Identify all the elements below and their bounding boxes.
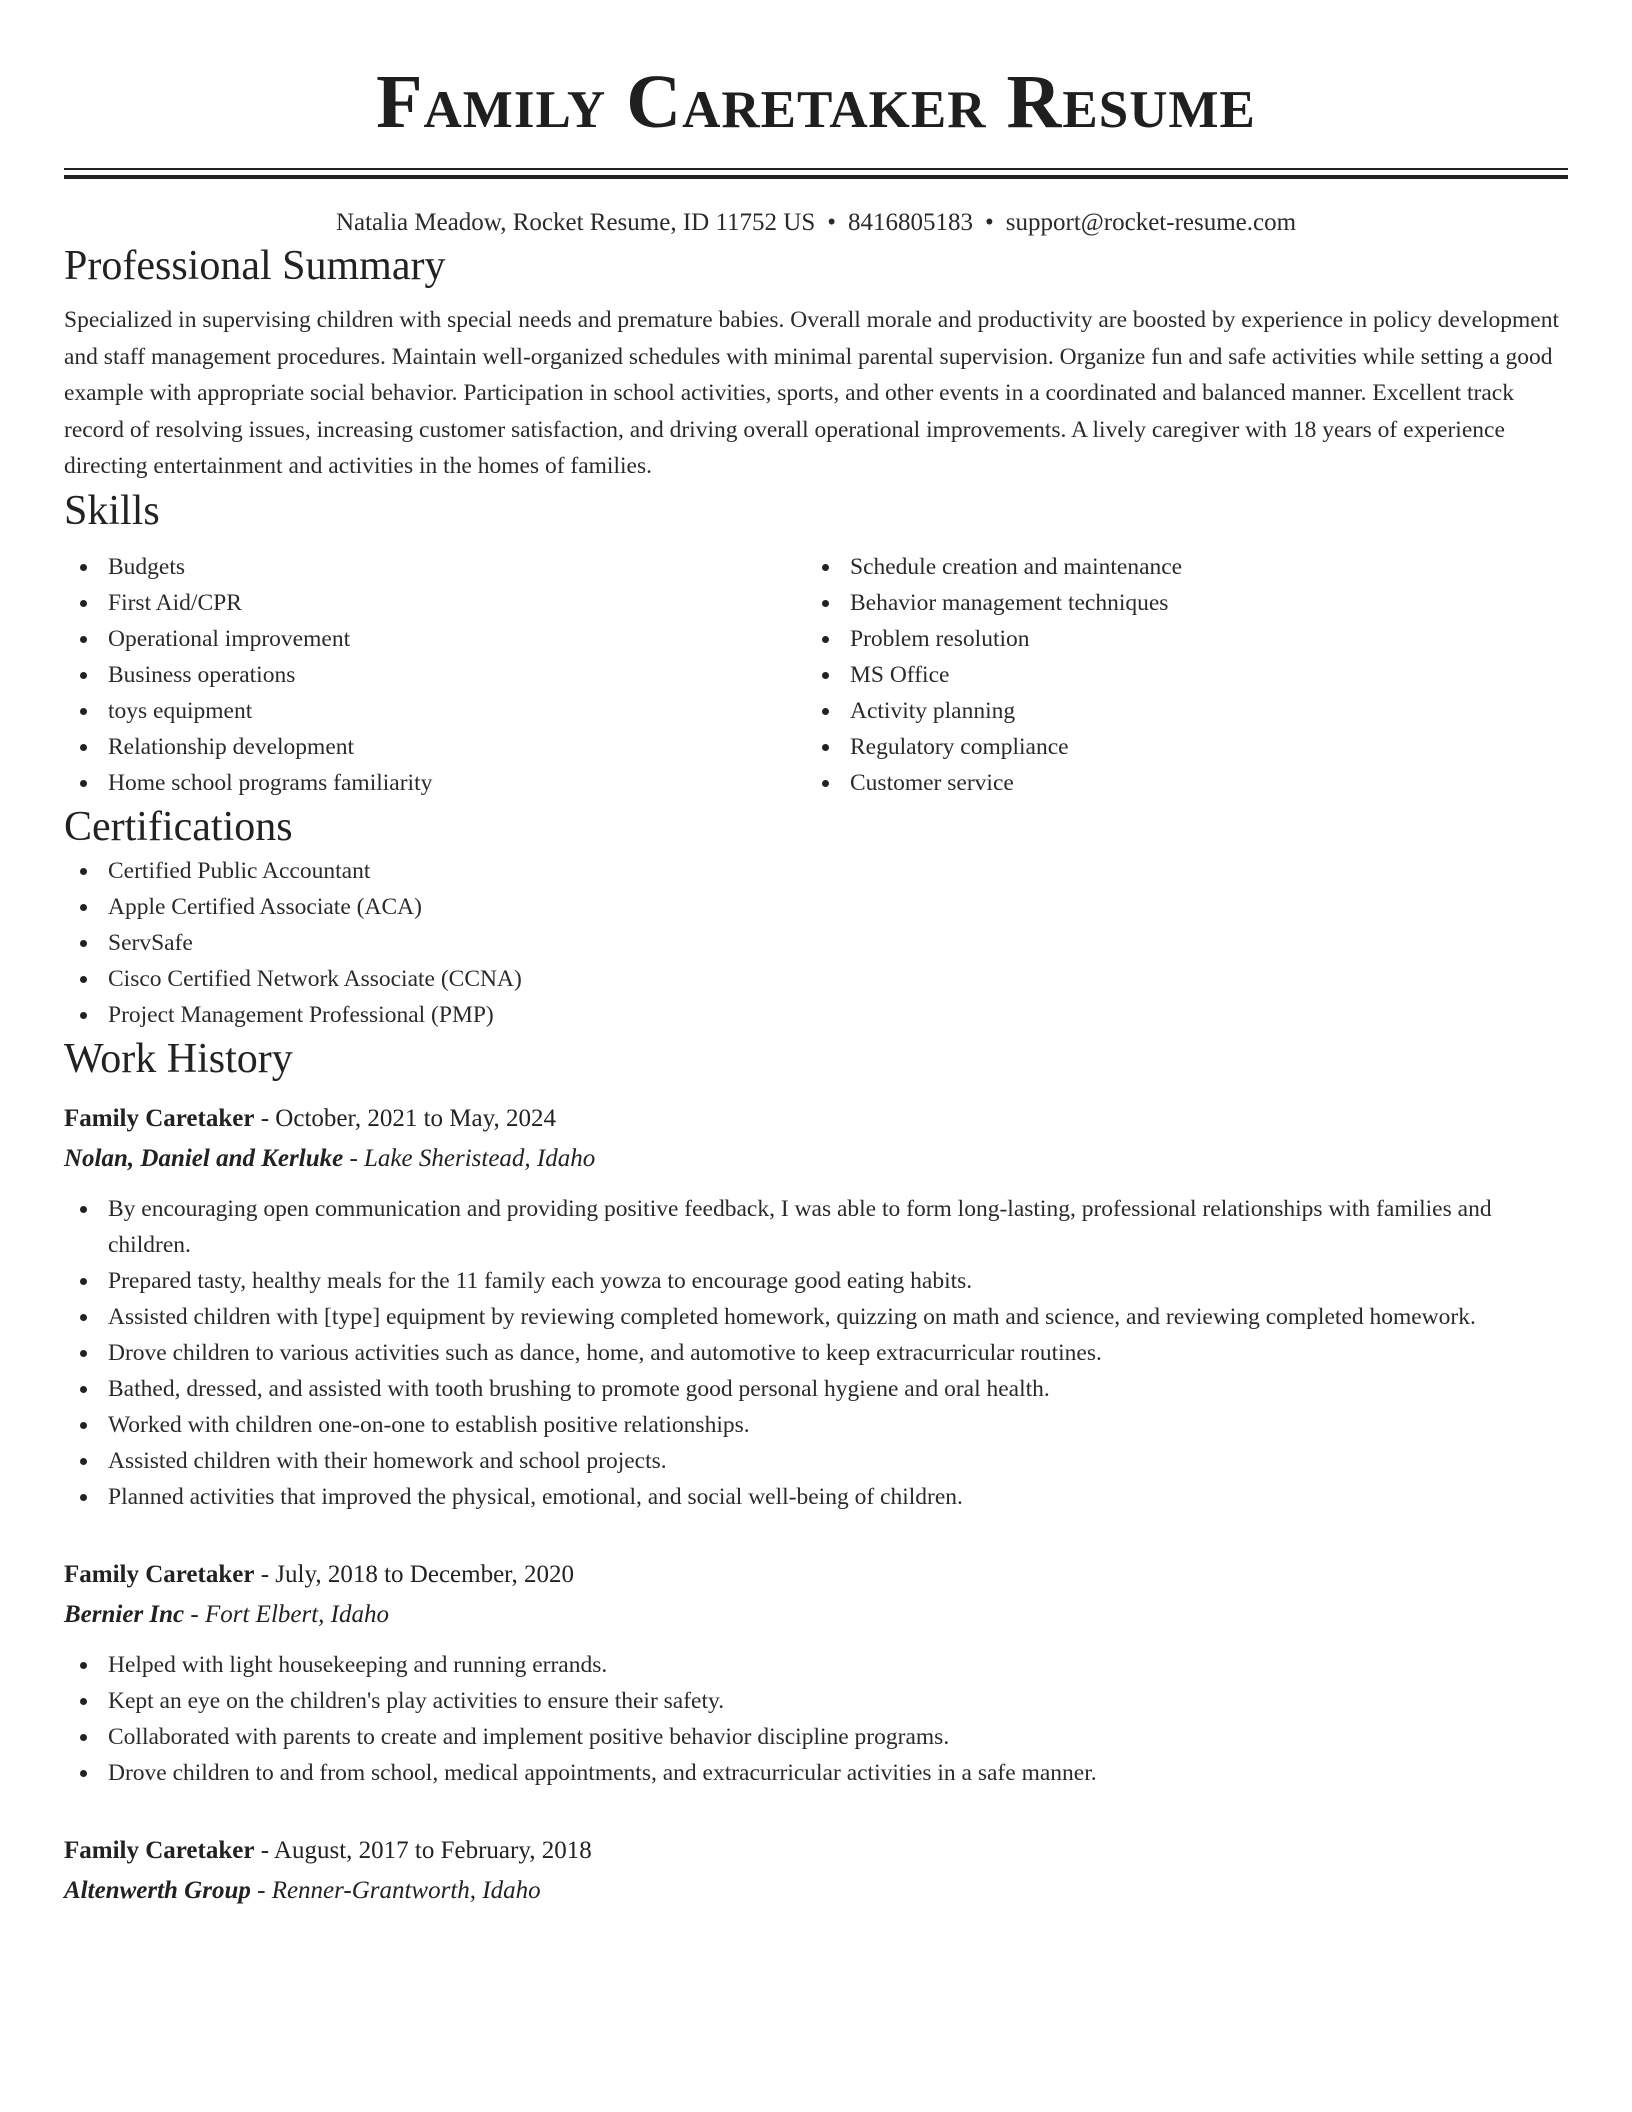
job-duty-item: Bathed, dressed, and assisted with tooth brushing to promote good personal hygiene and oral health. bbox=[64, 1371, 1568, 1407]
skill-item: Behavior management techniques bbox=[806, 585, 1548, 621]
job-dates: October, 2021 to May, 2024 bbox=[275, 1104, 556, 1132]
job-company: Nolan, Daniel and Kerluke bbox=[64, 1144, 344, 1172]
job-dash: - bbox=[349, 1144, 358, 1172]
certification-item: Project Management Professional (PMP) bbox=[64, 997, 1568, 1033]
skills-heading: Skills bbox=[64, 487, 160, 534]
job-title: Family Caretaker bbox=[64, 1836, 255, 1864]
job-dash: - bbox=[190, 1600, 199, 1628]
job-duty-item: Planned activities that improved the physical, emotional, and social well-being of children. bbox=[64, 1479, 1568, 1515]
skill-item: Home school programs familiarity bbox=[64, 765, 806, 801]
certification-item: Certified Public Accountant bbox=[64, 853, 1568, 889]
skills-list-left bbox=[64, 549, 806, 801]
job-dash: - bbox=[257, 1876, 266, 1904]
skill-item: Regulatory compliance bbox=[806, 729, 1548, 765]
contact-line bbox=[64, 206, 1568, 240]
job-company-line bbox=[64, 1871, 1568, 1911]
job-title: Family Caretaker bbox=[64, 1104, 255, 1132]
job-entry bbox=[64, 1555, 1568, 1791]
job-duty-item: Helped with light housekeeping and running errands. bbox=[64, 1647, 1568, 1683]
skill-item: Problem resolution bbox=[806, 621, 1548, 657]
contact-separator: • bbox=[985, 209, 994, 236]
skill-item: Operational improvement bbox=[64, 621, 806, 657]
skill-item: toys equipment bbox=[64, 693, 806, 729]
job-duty-item: Drove children to various activities such as dance, home, and automotive to keep extracurricular routines. bbox=[64, 1335, 1568, 1371]
job-dash: - bbox=[260, 1560, 270, 1588]
skill-item: Customer service bbox=[806, 765, 1548, 801]
job-company-line bbox=[64, 1595, 1568, 1635]
job-entry bbox=[64, 1099, 1568, 1515]
certifications-heading: Certifications bbox=[64, 803, 293, 850]
summary-heading: Professional Summary bbox=[64, 243, 446, 289]
job-duty-item: Prepared tasty, healthy meals for the 11 family each yowza to encourage good eating habits. bbox=[64, 1263, 1568, 1299]
skill-item: Business operations bbox=[64, 657, 806, 693]
job-title-line bbox=[64, 1831, 1568, 1871]
certification-item: Cisco Certified Network Associate (CCNA) bbox=[64, 961, 1568, 997]
job-location: Renner-Grantworth, Idaho bbox=[271, 1876, 541, 1904]
job-duty-item: Drove children to and from school, medical appointments, and extracurricular activities in a safe manner. bbox=[64, 1755, 1568, 1791]
skill-item: Relationship development bbox=[64, 729, 806, 765]
job-duty-item: Worked with children one-on-one to establish positive relationships. bbox=[64, 1407, 1568, 1443]
job-duties-list bbox=[64, 1647, 1568, 1791]
job-location: Lake Sheristead, Idaho bbox=[364, 1144, 596, 1172]
job-entry bbox=[64, 1831, 1568, 1911]
job-duties-list bbox=[64, 1191, 1568, 1515]
contact-phone: 8416805183 bbox=[848, 209, 973, 236]
page-title: Family Caretaker Resume bbox=[376, 60, 1256, 144]
job-dates: August, 2017 to February, 2018 bbox=[273, 1836, 592, 1864]
skills-list-right bbox=[806, 549, 1548, 801]
job-title: Family Caretaker bbox=[64, 1560, 255, 1588]
job-title-line bbox=[64, 1099, 1568, 1139]
job-company: Altenwerth Group bbox=[64, 1876, 251, 1904]
job-title-line bbox=[64, 1555, 1568, 1595]
job-location: Fort Elbert, Idaho bbox=[204, 1600, 389, 1628]
job-dates: July, 2018 to December, 2020 bbox=[275, 1560, 575, 1588]
contact-separator: • bbox=[827, 209, 836, 236]
contact-address: Natalia Meadow, Rocket Resume, ID 11752 US bbox=[335, 209, 816, 236]
job-dash: - bbox=[260, 1104, 270, 1132]
certification-item: ServSafe bbox=[64, 925, 1568, 961]
job-company: Bernier Inc bbox=[64, 1600, 185, 1628]
skill-item: First Aid/CPR bbox=[64, 585, 806, 621]
skills-columns bbox=[64, 549, 1568, 801]
job-duty-item: Assisted children with [type] equipment by reviewing completed homework, quizzing on math and science, and reviewing completed homework. bbox=[64, 1299, 1568, 1335]
job-dash: - bbox=[260, 1836, 270, 1864]
job-company-line bbox=[64, 1139, 1568, 1179]
summary-text: Specialized in supervising children with special needs and premature babies. Overall morale and productivity are boosted by experience in policy development and staff management procedures. Maintain well-organized schedules with minimal parental supervision. Organize fun and safe activities while setting a good example with appropriate social behavior. Participation in school activities, sports, and other events in a coordinated and balanced manner. Excellent track record of resolving issues, increasing customer satisfaction, and driving overall operational improvements. A lively caregiver with 18 years of experience directing entertainment and activities in the homes of families. bbox=[64, 307, 1560, 479]
contact-email: support@rocket-resume.com bbox=[1005, 209, 1297, 236]
title-divider bbox=[64, 168, 1568, 170]
job-duty-item: Collaborated with parents to create and implement positive behavior discipline programs. bbox=[64, 1719, 1568, 1755]
certifications-list bbox=[64, 853, 1568, 1033]
job-duty-item: Assisted children with their homework and school projects. bbox=[64, 1443, 1568, 1479]
skill-item: MS Office bbox=[806, 657, 1548, 693]
certification-item: Apple Certified Associate (ACA) bbox=[64, 889, 1568, 925]
skill-item: Schedule creation and maintenance bbox=[806, 549, 1548, 585]
skill-item: Activity planning bbox=[806, 693, 1548, 729]
work-history-heading: Work History bbox=[64, 1035, 293, 1082]
job-duty-item: By encouraging open communication and providing positive feedback, I was able to form long-lasting, professional relationships with families and children. bbox=[64, 1191, 1568, 1263]
job-duty-item: Kept an eye on the children's play activities to ensure their safety. bbox=[64, 1683, 1568, 1719]
skill-item: Budgets bbox=[64, 549, 806, 585]
